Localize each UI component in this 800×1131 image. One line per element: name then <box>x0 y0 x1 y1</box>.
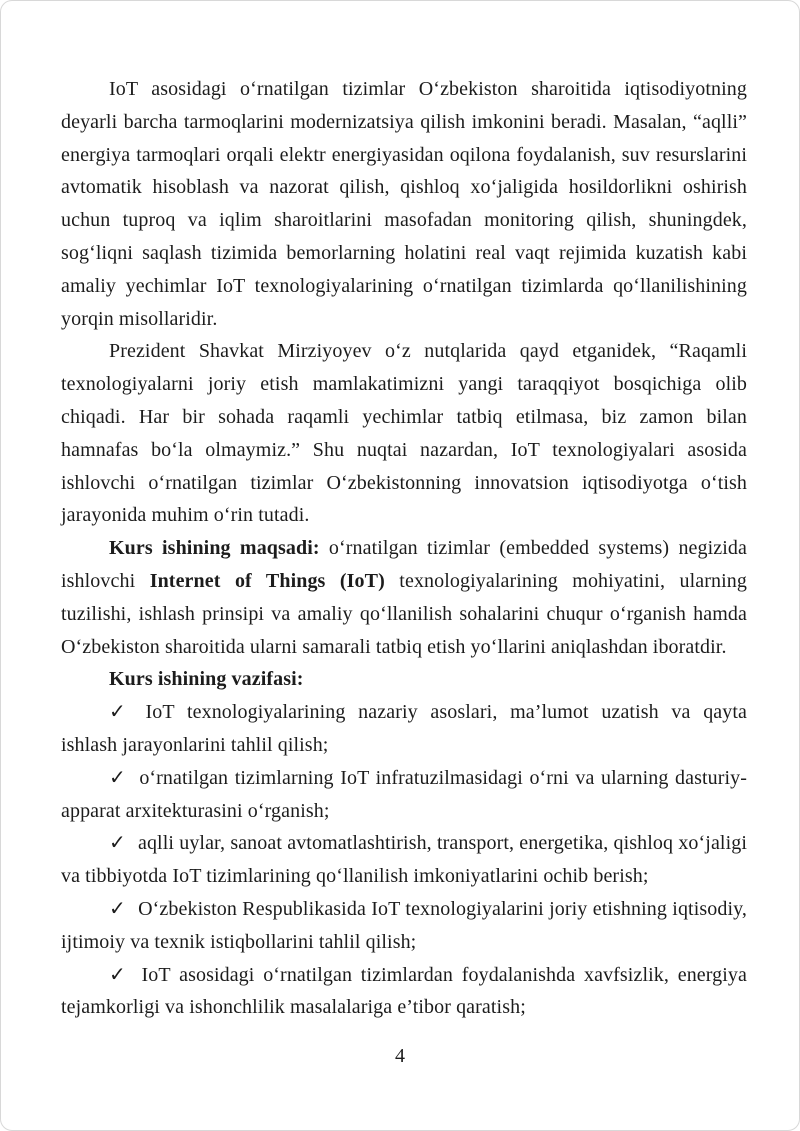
task-item-1 <box>61 696 747 762</box>
checkmark-icon: ✓ <box>109 832 126 855</box>
checkmark-icon: ✓ <box>109 766 128 789</box>
course-aim-text-2: texnologiyalarining mohiyatini, ularning tuzilishi, ishlash prinsipi va amaliy qo‘llanilish sohalarini chuqur o‘rganish hamda O‘zbekiston sharoitida ularni samarali tatbiq etish yo‘llarini aniqlashdan iboratdir. <box>61 569 747 658</box>
task-item-4-text: O‘zbekiston Respublikasida IoT texnologiyalarini joriy etishning iqtisodiy, ijtimoiy va texnik istiqbollarini tahlil qilish; <box>61 897 748 953</box>
task-item-3-text: aqlli uylar, sanoat avtomatlashtirish, transport, energetika, qishloq xo‘jaligi va tibbiyotda IoT tizimlarining qo‘llanilish imkoniyatlarini ochib berish; <box>61 832 747 888</box>
paragraph-course-aim <box>61 532 747 663</box>
paragraph-intro: IoT asosidagi o‘rnatilgan tizimlar O‘zbekiston sharoitida iqtisodiyotning deyarli barcha tarmoqlarini modernizatsiya qilish imkonini beradi. Masalan, “aqlli” energiya tarmoqlari orqali elektr energiyasidan oqilona foydalanish, suv resurslarini avtomatik hisoblash va nazorat qilish, qishloq xo‘jaligida hosildorlikni oshirish uchun tuproq va iqlim sharoitlarini masofadan monitoring qilish, shuningdek, sog‘liqni saqlash tizimida bemorlarning holatini real vaqt rejimida kuzatish kabi amaliy yechimlar IoT texnologiyalarining o‘rnatilgan tizimlarda qo‘llanilishining yorqin misollaridir. <box>61 78 747 330</box>
page-number: 4 <box>395 1045 405 1067</box>
checkmark-icon: ✓ <box>109 701 134 724</box>
iot-term-bold: Internet of Things (IoT) <box>149 569 385 592</box>
course-tasks-heading-label: Kurs ishining vazifasi: <box>109 668 304 691</box>
task-item-4 <box>61 893 747 959</box>
task-item-2-text: o‘rnatilgan tizimlarning IoT infratuzilmasidagi o‘rni va ularning dasturiy-apparat arxitekturasini o‘rganish; <box>61 766 747 822</box>
course-aim-text-1: o‘rnatilgan tizimlar (embedded systems) negizida ishlovchi <box>61 537 747 592</box>
checkmark-icon: ✓ <box>109 963 130 986</box>
paragraph-president-quote: Prezident Shavkat Mirziyoyev o‘z nutqlarida qayd etganidek, “Raqamli texnologiyalarni joriy etish mamlakatimizni yangi taraqqiyot bosqichiga olib chiqadi. Har bir sohada raqamli yechimlar tatbiq etilmasa, biz zamon bilan hamnafas bo‘la olmaymiz.” Shu nuqtai nazardan, IoT texnologiyalari asosida ishlovchi o‘rnatilgan tizimlar O‘zbekistonning innovatsion iqtisodiyotga o‘tish jarayonida muhim o‘rin tutadi. <box>61 340 747 527</box>
task-item-3 <box>61 827 747 893</box>
course-tasks-heading <box>61 663 747 696</box>
checkmark-icon: ✓ <box>109 897 127 920</box>
task-item-5-text: IoT asosidagi o‘rnatilgan tizimlardan foydalanishda xavfsizlik, energiya tejamkorligi va ishonchlilik masalalariga e’tibor qaratish; <box>61 963 748 1019</box>
text-column <box>61 73 747 1024</box>
task-item-1-text: IoT texnologiyalarining nazariy asoslari, ma’lumot uzatish va qayta ishlash jarayonlarini tahlil qilish; <box>61 701 747 756</box>
course-aim-label: Kurs ishining maqsadi: <box>109 537 320 560</box>
task-item-5 <box>61 959 747 1025</box>
task-item-2 <box>61 762 747 828</box>
